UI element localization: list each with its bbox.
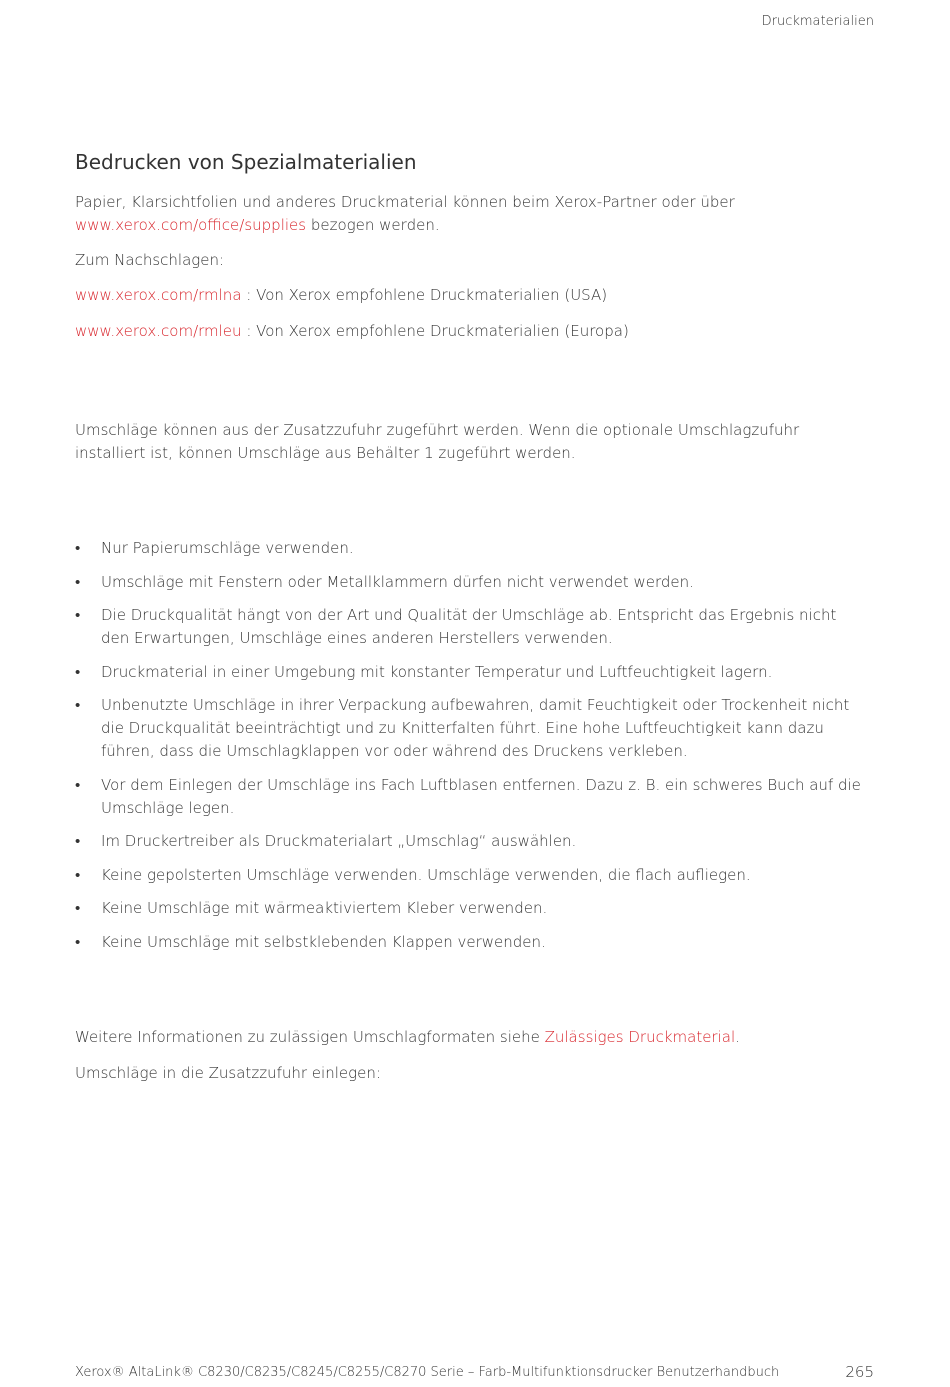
bullet-icon: • — [75, 865, 81, 884]
reference-label: Zum Nachschlagen: — [75, 251, 225, 269]
list-item-text: Keine Umschläge mit wärmeaktiviertem Kleber verwenden. — [101, 899, 548, 917]
supplies-link[interactable]: www.xerox.com/office/supplies — [75, 216, 307, 234]
bullet-icon: • — [75, 539, 81, 557]
list-item — [75, 830, 865, 853]
reference-usa-text: : Von Xerox empfohlene Druckmaterialien (USA) — [241, 286, 608, 304]
list-item — [75, 864, 865, 887]
bullet-icon: • — [75, 932, 81, 951]
list-item-text: Unbenutzte Umschläge in ihrer Verpackung aufbewahren, damit Feuchtigkeit oder Trockenheit nicht die Druckqualität beeinträchtigt und zu Knitterfalten führt. Eine hohe Luftfeuchtigkeit kann dazu führen, dass die Umschlagklappen vor oder während des Druckens verkleben. — [101, 696, 850, 760]
list-item-text: Druckmaterial in einer Umgebung mit konstanter Temperatur und Luftfeuchtigkeit lagern. — [101, 662, 773, 681]
supported-media-link[interactable]: Zulässiges Druckmaterial — [544, 1028, 736, 1046]
footer-text: Xerox® AltaLink® C8230/C8235/C8245/C8255/C8270 Serie – Farb-Multifunktionsdrucker Benutzerhandbuch — [75, 1365, 780, 1380]
bullet-icon: • — [75, 572, 81, 591]
list-item — [75, 537, 865, 560]
list-item — [75, 571, 865, 594]
list-item-text: Nur Papierumschläge verwenden. — [101, 539, 354, 557]
section-title: Bedrucken von Spezialmaterialien — [75, 150, 417, 174]
more-info-text: Weitere Informationen zu zulässigen Umschlagformaten siehe — [75, 1028, 545, 1046]
envelope-guidelines-list — [75, 537, 865, 964]
list-item — [75, 694, 865, 763]
page-number: 265 — [845, 1363, 874, 1381]
list-item-text: Umschläge mit Fenstern oder Metallklammern dürfen nicht verwendet werden. — [101, 572, 694, 591]
list-item-text: Keine Umschläge mit selbstklebenden Klappen verwenden. — [101, 932, 546, 951]
bullet-icon: • — [75, 696, 81, 714]
more-info-paragraph — [75, 1026, 865, 1049]
intro-text-end: bezogen werden. — [306, 216, 440, 234]
rmleu-link[interactable]: www.xerox.com/rmleu — [75, 322, 242, 340]
list-item-text: Im Druckertreiber als Druckmaterialart „Umschlag“ auswählen. — [101, 832, 577, 850]
list-item-text: Vor dem Einlegen der Umschläge ins Fach Luftblasen entfernen. Dazu z. B. ein schweres Buch auf die Umschläge legen. — [101, 775, 861, 817]
list-item — [75, 774, 865, 820]
intro-text: Papier, Klarsichtfolien und anderes Druckmaterial können beim Xerox-Partner oder über — [75, 193, 735, 211]
bullet-icon: • — [75, 606, 81, 624]
load-instruction: Umschläge in die Zusatzzufuhr einlegen: — [75, 1064, 381, 1082]
bullet-icon: • — [75, 775, 81, 794]
list-item — [75, 604, 865, 650]
reference-europe — [75, 320, 865, 343]
bullet-icon: • — [75, 899, 81, 917]
envelopes-intro: Umschläge können aus der Zusatzzufuhr zugeführt werden. Wenn die optionale Umschlagzufuhr installiert ist, können Umschläge aus Behälter 1 zugeführt werden. — [75, 421, 800, 462]
list-item — [75, 661, 865, 684]
list-item-text: Die Druckqualität hängt von der Art und Qualität der Umschläge ab. Entspricht das Ergebnis nicht den Erwartungen, Umschläge eines anderen Herstellers verwenden. — [101, 606, 837, 647]
more-info-text-end: . — [735, 1028, 740, 1046]
reference-europe-text: : Von Xerox empfohlene Druckmaterialien (Europa) — [241, 322, 629, 340]
list-item — [75, 897, 865, 920]
list-item — [75, 931, 865, 954]
rmlna-link[interactable]: www.xerox.com/rmlna — [75, 286, 242, 304]
bullet-icon: • — [75, 832, 81, 850]
running-header: Druckmaterialien — [761, 14, 874, 29]
intro-paragraph — [75, 191, 865, 237]
reference-usa — [75, 284, 865, 307]
list-item-text: Keine gepolsterten Umschläge verwenden. Umschläge verwenden, die flach aufliegen. — [101, 865, 751, 884]
bullet-icon: • — [75, 662, 81, 681]
